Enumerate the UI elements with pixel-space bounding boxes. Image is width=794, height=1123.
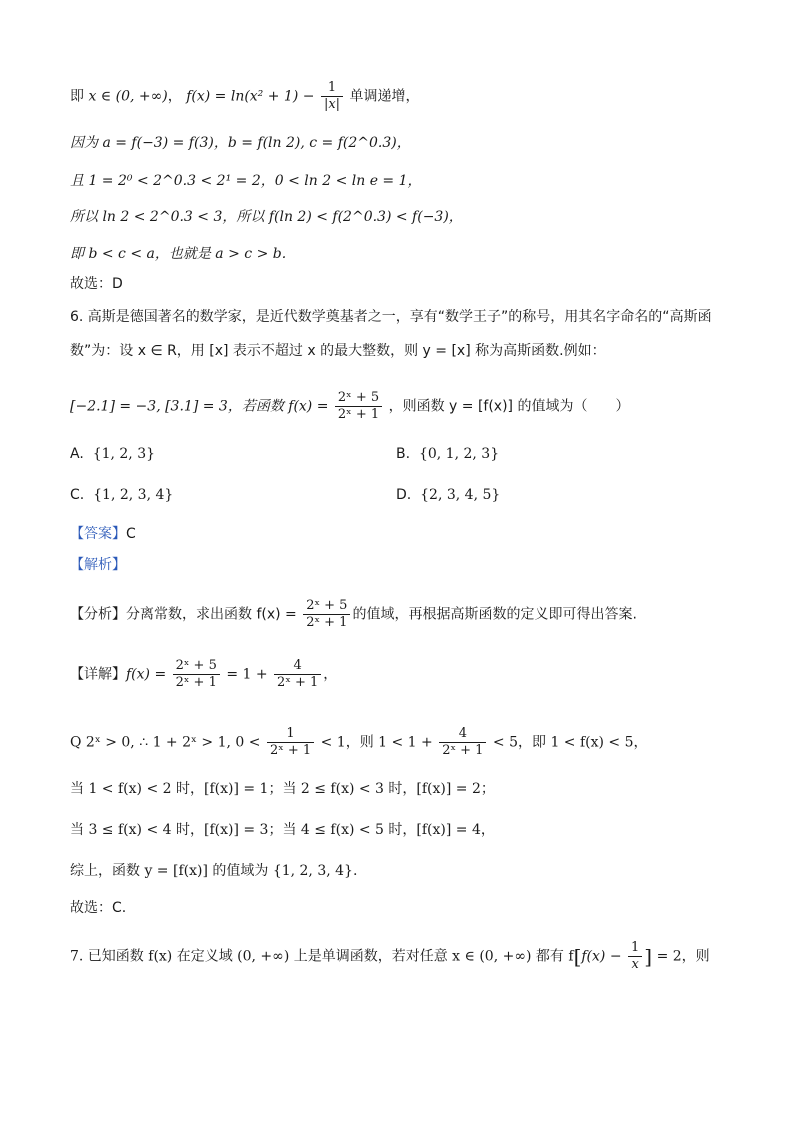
q6-stem-line-1: 6. 高斯是德国著名的数学家，是近代数学奠基者之一，享有“数学王子”的称号，用其名字命名的“高斯函 — [70, 309, 712, 325]
sol5-line-3: 且 1 = 2⁰ < 2^0.3 < 2¹ = 2，0 < ln 2 < ln e = 1， — [70, 173, 422, 189]
fraction: $\frac{4}{\text{2ˣ + 1}}$ — [439, 726, 486, 759]
answer-tag: 【答案】 — [70, 526, 126, 542]
domain-expr: x ∈ (0, +∞) — [88, 88, 168, 105]
fenxi-line: 【分析】分离常数，求出函数 f(x) = $\frac{\text{2ˣ + 5}}{\text{2ˣ + 1}}$ 的值域，再根据高斯函数的定义即可得出答案. — [70, 598, 637, 630]
sol5-line-5: 即 b < c < a，也就是 a > c > b. — [70, 246, 287, 262]
sol5-line-1: 即 x ∈ (0, +∞)， f(x) = ln(x² + 1) − $\frac{1}{|x|}$ 单调递增， — [70, 80, 420, 112]
sol5-line-4: 所以 ln 2 < 2^0.3 < 3，所以 f(ln 2) < f(2^0.3) < f(−3)， — [70, 209, 463, 225]
option-c: C. {1, 2, 3, 4} — [70, 487, 174, 503]
option-d: D. {2, 3, 4, 5} — [396, 487, 501, 503]
detail-step-2: 当 1 < f(x) < 2 时，[f(x)] = 1；当 2 ≤ f(x) < 3 时，[f(x)] = 2； — [70, 781, 495, 797]
analysis-tag: 【解析】 — [70, 557, 126, 573]
answer-value: C — [126, 526, 136, 542]
q7-stem: 7. 已知函数 f(x) 在定义域 (0, +∞) 上是单调函数，若对任意 x ∈ (0, +∞) 都有 f[f(x) − $\frac{1}{x}$ ] = 2，则 — [70, 940, 710, 972]
option-a: A. {1, 2, 3} — [70, 446, 156, 462]
xiangjie-line: 【详解】f(x) = $\frac{\text{2ˣ + 5}}{\text{2ˣ + 1}}$ = 1 + $\frac{4}{\text{2ˣ + 1}}$ ， — [70, 658, 338, 690]
fraction: $\frac{\text{2ˣ + 5}}{\text{2ˣ + 1}}$ — [303, 598, 350, 631]
fraction: $\frac{1}{\text{2ˣ + 1}}$ — [267, 726, 314, 759]
fraction: $\frac{1}{x}$ — [628, 940, 642, 973]
q6-stem-line-3: [−2.1] = −3, [3.1] = 3，若函数 f(x) = $\frac{\text{2ˣ + 5}}{\text{2ˣ + 1}}$ ，则函数 y = [f(x)] 的值域为（ ） — [70, 390, 630, 422]
detail-step-1: Q 2ˣ > 0, ∴ 1 + 2ˣ > 1, 0 < $\frac{1}{\text{2ˣ + 1}}$ < 1，则 1 < 1 + $\frac{4}{\text{2ˣ + 1}}$ < 5，即 1 < f(x) < 5， — [70, 726, 648, 758]
fraction: $\frac{\text{2ˣ + 5}}{\text{2ˣ + 1}}$ — [335, 390, 382, 423]
option-b: B. {0, 1, 2, 3} — [396, 446, 500, 462]
answer-line — [70, 524, 136, 544]
xiangjie-tag: 【详解】 — [70, 666, 126, 683]
fraction: $\frac{4}{\text{2ˣ + 1}}$ — [274, 658, 321, 691]
detail-step-4: 综上，函数 y = [f(x)] 的值域为 {1, 2, 3, 4}. — [70, 863, 358, 879]
fraction: $\frac{\text{2ˣ + 5}}{\text{2ˣ + 1}}$ — [173, 658, 220, 691]
function-expr: f(x) = ln(x² + 1) − — [186, 88, 315, 105]
fenxi-tag: 【分析】 — [70, 606, 126, 623]
sol5-answer: 故选：D — [70, 276, 123, 292]
q6-final-answer: 故选：C. — [70, 900, 127, 916]
q6-stem-line-2: 数”为：设 x ∈ R，用 [x] 表示不超过 x 的最大整数，则 y = [x] 称为高斯函数.例如： — [70, 343, 606, 359]
fraction: $\frac{1}{|x|}$ — [321, 80, 343, 113]
detail-step-3: 当 3 ≤ f(x) < 4 时，[f(x)] = 3；当 4 ≤ f(x) < 5 时，[f(x)] = 4， — [70, 822, 495, 838]
sol5-line-2: 因为 a = f(−3) = f(3)，b = f(ln 2), c = f(2^0.3)， — [70, 135, 411, 151]
